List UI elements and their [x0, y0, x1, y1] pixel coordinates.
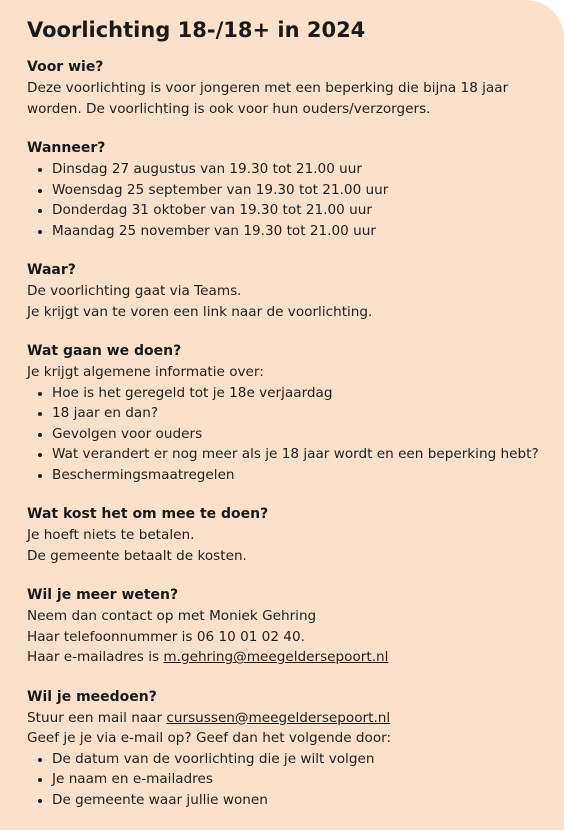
- date-item: • Woensdag 25 september van 19.30 tot 21.00 uur: [52, 180, 540, 201]
- wat-doen-heading: Wat gaan we doen?: [27, 343, 182, 360]
- signup-list: [27, 749, 540, 811]
- date-item: • Maandag 25 november van 19.30 tot 21.00 uur: [52, 221, 540, 242]
- section-waar: [27, 260, 540, 322]
- waar-line-2: Je krijgt van te voren een link naar de voorlichting.: [27, 303, 373, 320]
- waar-line-1: De voorlichting gaat via Teams.: [27, 283, 242, 300]
- topic-item: • Hoe is het geregeld tot je 18e verjaardag: [52, 383, 540, 404]
- wat-doen-intro: Je krijgt algemene informatie over:: [27, 364, 264, 381]
- signup-item: • Je naam en e-mailadres: [52, 769, 540, 790]
- signup-email-link[interactable]: cursussen@meegeldersepoort.nl: [166, 709, 391, 726]
- signup-item: • De datum van de voorlichting die je wilt volgen: [52, 749, 540, 770]
- mail-prefix: Stuur een mail naar: [27, 709, 167, 726]
- topic-item: • Gevolgen voor ouders: [52, 424, 540, 445]
- contact-email-link[interactable]: m.gehring@meegeldersepoort.nl: [163, 649, 389, 666]
- meedoen-heading: Wil je meedoen?: [27, 688, 157, 705]
- date-item: • Donderdag 31 oktober van 19.30 tot 21.00 uur: [52, 200, 540, 221]
- section-meedoen: [27, 687, 540, 811]
- page-title: Voorlichting 18-/18+ in 2024: [27, 18, 366, 42]
- waar-heading: Waar?: [27, 262, 76, 279]
- date-list: [27, 159, 540, 241]
- section-wanneer: [27, 138, 540, 241]
- voor-wie-heading: Voor wie?: [27, 59, 104, 76]
- mail-line: [27, 708, 540, 729]
- kosten-heading: Wat kost het om mee te doen?: [27, 506, 269, 523]
- meedoen-intro: Geef je je via e-mail op? Geef dan het volgende door:: [27, 730, 392, 747]
- topic-list: [27, 383, 540, 486]
- section-kosten: [27, 504, 540, 566]
- meer-weten-heading: Wil je meer weten?: [27, 587, 179, 604]
- email-line: [27, 647, 540, 668]
- section-meer-weten: [27, 585, 540, 668]
- contact-line: Neem dan contact op met Moniek Gehring: [27, 608, 317, 625]
- topic-item: • 18 jaar en dan?: [52, 403, 540, 424]
- kosten-line-1: Je hoeft niets te betalen.: [27, 527, 195, 544]
- email-prefix: Haar e-mailadres is: [27, 649, 164, 666]
- section-wat-doen: [27, 341, 540, 485]
- voor-wie-text: Deze voorlichting is voor jongeren met een beperking die bijna 18 jaar worden. De voorlichting is ook voor hun ouders/verzorgers.: [27, 80, 509, 117]
- topic-item: • Beschermingsmaatregelen: [52, 465, 540, 486]
- section-voor-wie: [27, 57, 540, 119]
- phone-line: Haar telefoonnummer is 06 10 01 02 40.: [27, 628, 305, 645]
- date-item: • Dinsdag 27 augustus van 19.30 tot 21.00 uur: [52, 159, 540, 180]
- signup-item: • De gemeente waar jullie wonen: [52, 790, 540, 811]
- wanneer-heading: Wanneer?: [27, 140, 106, 157]
- topic-item: • Wat verandert er nog meer als je 18 jaar wordt en een beperking hebt?: [52, 444, 540, 465]
- kosten-line-2: De gemeente betaalt de kosten.: [27, 547, 247, 564]
